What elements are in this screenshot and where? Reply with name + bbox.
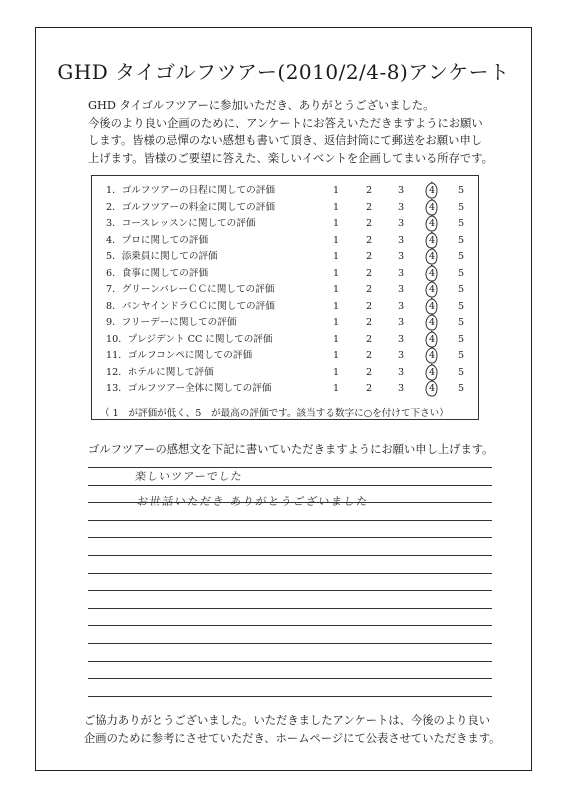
- rating-option[interactable]: 2: [365, 267, 373, 279]
- rating-option[interactable]: 2: [365, 251, 373, 262]
- rating-label: 13．ゴルフツアー全体に関しての評価: [106, 383, 272, 394]
- rating-option[interactable]: 5: [457, 251, 465, 262]
- rating-row: [92, 233, 480, 249]
- rating-label: 8．パンヤインドラＣＣに関しての評価: [106, 300, 275, 312]
- rating-option[interactable]: 3: [397, 185, 405, 196]
- rating-option[interactable]: 4: [428, 234, 436, 246]
- rating-option[interactable]: 4: [428, 350, 436, 361]
- rating-option[interactable]: 3: [397, 383, 405, 394]
- rating-option[interactable]: 2: [365, 383, 373, 394]
- rating-option[interactable]: 5: [457, 317, 465, 328]
- comment-line[interactable]: [88, 696, 492, 697]
- rating-option[interactable]: 3: [397, 251, 405, 262]
- rating-label: 5．添乗員に関しての評価: [106, 251, 218, 262]
- rating-option[interactable]: 1: [332, 350, 340, 361]
- rating-option[interactable]: 2: [365, 218, 373, 229]
- rating-option[interactable]: 3: [397, 201, 405, 213]
- rating-option[interactable]: 5: [457, 201, 465, 213]
- rating-row: [92, 282, 480, 298]
- rating-option[interactable]: 3: [397, 284, 405, 295]
- rating-option[interactable]: 3: [397, 300, 405, 312]
- comment-line[interactable]: [88, 537, 492, 538]
- rating-option[interactable]: 2: [365, 185, 373, 196]
- rating-option[interactable]: 5: [457, 366, 465, 378]
- rating-option[interactable]: 2: [365, 317, 373, 328]
- rating-option[interactable]: 4: [428, 267, 436, 279]
- rating-option[interactable]: 4: [428, 218, 436, 229]
- rating-option[interactable]: 3: [397, 366, 405, 378]
- closing-line: 企画のために参考にさせていただき、ホームページにて公表させていただきます。: [84, 732, 501, 745]
- handwritten-comment-line: お世話いただき ありがとうございました: [136, 495, 370, 508]
- rating-option[interactable]: 1: [332, 300, 340, 312]
- comment-line[interactable]: [88, 608, 492, 609]
- rating-label: 9．フリーデーに関しての評価: [106, 317, 237, 328]
- rating-option[interactable]: 2: [365, 333, 373, 345]
- rating-option[interactable]: 5: [457, 333, 465, 345]
- intro-text: [88, 97, 508, 167]
- rating-row: [92, 348, 480, 364]
- rating-option[interactable]: 1: [332, 218, 340, 229]
- rating-option[interactable]: 2: [365, 300, 373, 312]
- comment-line[interactable]: [88, 590, 492, 591]
- rating-label: 11．ゴルフコンペに関しての評価: [106, 350, 253, 361]
- rating-option[interactable]: 5: [457, 218, 465, 229]
- rating-option[interactable]: 3: [397, 317, 405, 328]
- rating-option[interactable]: 5: [457, 185, 465, 196]
- rating-option[interactable]: 3: [397, 234, 405, 246]
- rating-option[interactable]: 1: [332, 251, 340, 262]
- rating-option[interactable]: 3: [397, 350, 405, 361]
- rating-option[interactable]: 2: [365, 284, 373, 295]
- rating-note: （ 1 が評価が低く、5 が最高の評価です。該当する数字に○を付けて下さい）: [100, 408, 449, 419]
- comment-line[interactable]: [88, 661, 492, 662]
- rating-row: [92, 216, 480, 232]
- closing-text: [84, 712, 514, 748]
- rating-option[interactable]: 5: [457, 234, 465, 246]
- rating-option[interactable]: 5: [457, 284, 465, 295]
- comment-line[interactable]: [88, 625, 492, 626]
- comment-line[interactable]: [88, 678, 492, 679]
- rating-option[interactable]: 1: [332, 185, 340, 196]
- rating-option[interactable]: 3: [397, 218, 405, 229]
- rating-option[interactable]: 4: [428, 300, 436, 312]
- rating-row: [92, 249, 480, 265]
- rating-option[interactable]: 3: [397, 267, 405, 279]
- rating-option[interactable]: 2: [365, 234, 373, 246]
- rating-option[interactable]: 2: [365, 350, 373, 361]
- rating-label: 12．ホテルに関して評価: [106, 366, 214, 378]
- comment-line[interactable]: [88, 520, 492, 521]
- intro-line: 上げます。皆様のご要望に答えた、楽しいイベントを企画してまいる所存です。: [88, 151, 493, 165]
- rating-row: [92, 315, 480, 331]
- rating-label: 6．食事に関しての評価: [106, 267, 209, 279]
- rating-option[interactable]: 1: [332, 317, 340, 328]
- rating-option[interactable]: 4: [428, 317, 436, 328]
- rating-row: [92, 381, 480, 397]
- rating-row: [92, 266, 480, 282]
- intro-line: GHD タイゴルフツアーに参加いただき、ありがとうございました。: [88, 99, 435, 112]
- rating-label: 7．グリーンバレーＣＣに関しての評価: [106, 284, 275, 295]
- comment-line[interactable]: [88, 485, 492, 486]
- rating-row: [92, 183, 480, 199]
- comment-line[interactable]: [88, 643, 492, 644]
- rating-option[interactable]: 4: [428, 383, 436, 394]
- rating-option[interactable]: 1: [332, 333, 340, 345]
- rating-option[interactable]: 1: [332, 383, 340, 394]
- selected-circle-mark: [424, 379, 439, 398]
- comment-line[interactable]: [88, 555, 492, 556]
- rating-label: 10．プレジデント CC に関しての評価: [106, 333, 273, 345]
- closing-line: ご協力ありがとうございました。いただきましたアンケートは、今後のより良い: [84, 714, 491, 727]
- rating-option[interactable]: 5: [457, 267, 465, 279]
- rating-row: [92, 299, 480, 315]
- rating-option[interactable]: 2: [365, 201, 373, 213]
- rating-label: 1．ゴルフツアーの日程に関しての評価: [106, 185, 275, 196]
- handwritten-comment-line: 楽しいツアーでした: [134, 470, 244, 483]
- intro-line: 今後のより良い企画のために、アンケートにお答えいただきますようにお願い: [88, 116, 483, 130]
- rating-label: 2．ゴルフツアーの料金に関しての評価: [106, 201, 275, 213]
- rating-row: [92, 200, 480, 216]
- rating-table: [91, 175, 479, 420]
- rating-row: [92, 332, 480, 348]
- comment-request: ゴルフツアーの感想文を下記に書いていただきますようにお願い申し上げます。: [88, 443, 494, 456]
- rating-option[interactable]: 1: [332, 284, 340, 295]
- rating-option[interactable]: 4: [428, 333, 436, 345]
- rating-option[interactable]: 4: [428, 366, 436, 378]
- rating-option[interactable]: 4: [428, 284, 436, 295]
- rating-option[interactable]: 5: [457, 350, 465, 361]
- rating-option[interactable]: 5: [457, 383, 465, 394]
- rating-option[interactable]: 3: [397, 333, 405, 345]
- rating-option[interactable]: 4: [428, 201, 436, 213]
- rating-option[interactable]: 1: [332, 366, 340, 378]
- rating-label: 4．プロに関しての評価: [106, 234, 209, 246]
- rating-option[interactable]: 2: [365, 366, 373, 378]
- rating-option[interactable]: 1: [332, 234, 340, 246]
- rating-label: 3．コースレッスンに関しての評価: [106, 218, 256, 229]
- rating-option[interactable]: 4: [428, 251, 436, 262]
- page-title: GHD タイゴルフツアー(2010/2/4-8)アンケート: [57, 60, 510, 84]
- rating-option[interactable]: 1: [332, 201, 340, 213]
- rating-row: [92, 365, 480, 381]
- rating-option[interactable]: 4: [428, 185, 436, 196]
- rating-option[interactable]: 5: [457, 300, 465, 312]
- intro-line: します。皆様の忌憚のない感想も書いて頂き、返信封筒にて郵送をお願い申し: [88, 134, 483, 148]
- rating-option[interactable]: 1: [332, 267, 340, 279]
- comment-line[interactable]: [88, 573, 492, 574]
